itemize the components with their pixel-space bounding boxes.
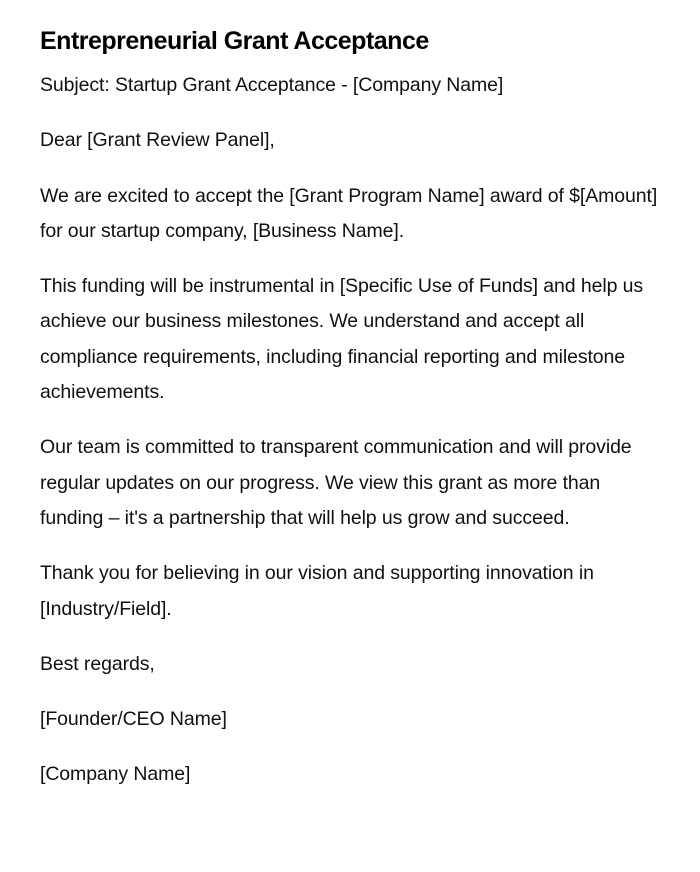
body-paragraph-funding-use: This funding will be instrumental in [Specific Use of Funds] and help us achieve our business milestones. We understand and accept all compliance requirements, including financial reporting and milestone achievements. [40,275,644,404]
body-paragraph-commitment: Our team is committed to transparent communication and will provide regular updates on our progress. We view this grant as more than funding – it's a partnership that will help us grow and succeed. [40,436,632,529]
body-paragraph-acceptance: We are excited to accept the [Grant Program Name] award of $[Amount] for our startup company, [Business Name]. [40,184,658,242]
body-paragraph-thanks: Thank you for believing in our vision and supporting innovation in [Industry/Field]. [40,562,594,620]
salutation: Dear [Grant Review Panel], [40,129,275,152]
closing: Best regards, [40,652,155,675]
signature-name: [Founder/CEO Name] [40,708,227,731]
subject-line: Subject: Startup Grant Acceptance - [Company Name] [40,74,504,96]
signature-company: [Company Name] [40,763,191,786]
document-title: Entrepreneurial Grant Acceptance [40,27,429,55]
